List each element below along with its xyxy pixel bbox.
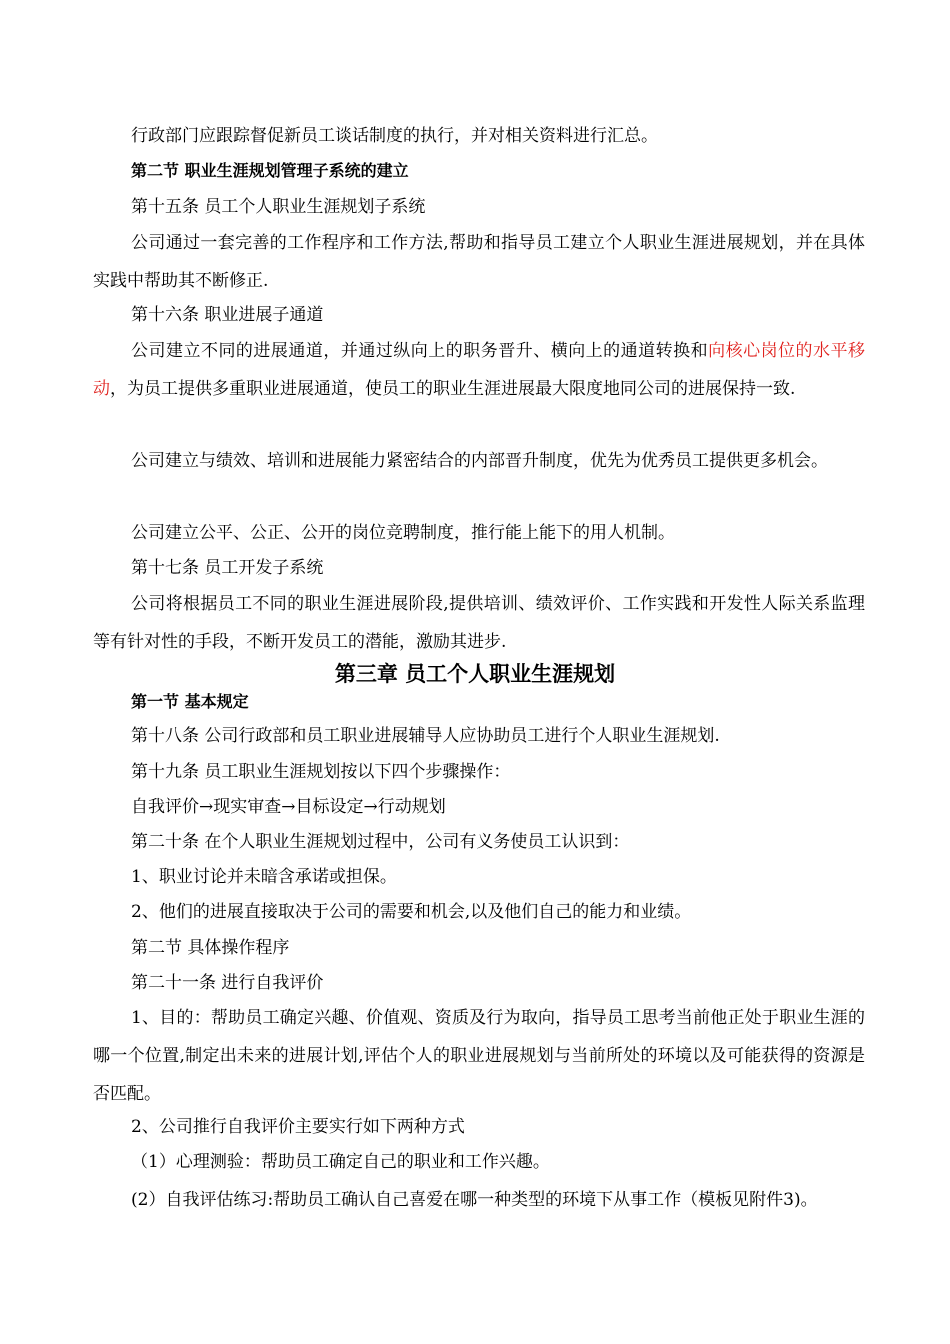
section-heading: 第二节 职业生涯规划管理子系统的建立 [131, 161, 409, 180]
paragraph: 公司将根据员工不同的职业生涯进展阶段,提供培训、绩效评价、工作实践和开发性人际关系监理等有针对性的手段，不断开发员工的潜能，激励其进步. [93, 594, 865, 652]
article-heading: 第十五条 员工个人职业生涯规划子系统 [131, 197, 426, 217]
paragraph: 第十八条 公司行政部和员工职业进展辅导人应协助员工进行个人职业生涯规划. [131, 726, 720, 746]
list-item: （1）心理测验：帮助员工确定自己的职业和工作兴趣。 [131, 1152, 550, 1172]
paragraph: 公司通过一套完善的工作程序和工作方法,帮助和指导员工建立个人职业生涯进展规划，并在具体实践中帮助其不断修正. [93, 233, 865, 291]
highlighted-text: 向核心岗位的水平移动 [93, 341, 866, 399]
paragraph: 行政部门应跟踪督促新员工谈话制度的执行，并对相关资料进行汇总。 [131, 126, 658, 146]
paragraph-text: ，为员工提供多重职业进展通道，使员工的职业生涯进展最大限度地同公司的进展保持一致. [110, 379, 796, 399]
chapter-title: 第三章 员工个人职业生涯规划 [334, 662, 616, 686]
paragraph: 公司建立公平、公正、公开的岗位竞聘制度，推行能上能下的用人机制。 [131, 523, 675, 543]
paragraph: 公司建立与绩效、培训和进展能力紧密结合的内部晋升制度，优先为优秀员工提供更多机会。 [131, 451, 828, 471]
paragraph: 自我评价→现实审查→目标设定→行动规划 [131, 797, 446, 817]
list-item: (2）自我评估练习:帮助员工确认自己喜爱在哪一种类型的环境下从事工作（模板见附件3)。 [131, 1190, 818, 1210]
article-heading: 第十七条 员工开发子系统 [131, 558, 324, 578]
paragraph: 1、目的：帮助员工确定兴趣、价值观、资质及行为取向，指导员工思考当前他正处于职业生涯的哪一个位置,制定出未来的进展计划,评估个人的职业进展规划与当前所处的环境以及可能获得的资源是否匹配。 [93, 1008, 865, 1104]
paragraph-text: 公司建立不同的进展通道，并通过纵向上的职务晋升、横向上的通道转换和 [131, 341, 709, 361]
paragraph: 第十九条 员工职业生涯规划按以下四个步骤操作： [131, 762, 511, 782]
paragraph: 2、公司推行自我评价主要实行如下两种方式 [131, 1117, 465, 1137]
article-heading: 第十六条 职业进展子通道 [131, 305, 324, 325]
paragraph: 第二十条 在个人职业生涯规划过程中，公司有义务使员工认识到： [131, 832, 630, 852]
section-heading: 第一节 基本规定 [131, 692, 249, 711]
article-heading: 第二十一条 进行自我评价 [131, 973, 324, 993]
list-item: 2、他们的进展直接取决于公司的需要和机会,以及他们自己的能力和业绩。 [131, 902, 692, 922]
paragraph [93, 332, 865, 408]
list-item: 1、职业讨论并未暗含承诺或担保。 [131, 867, 397, 887]
section-heading: 第二节 具体操作程序 [131, 938, 290, 958]
